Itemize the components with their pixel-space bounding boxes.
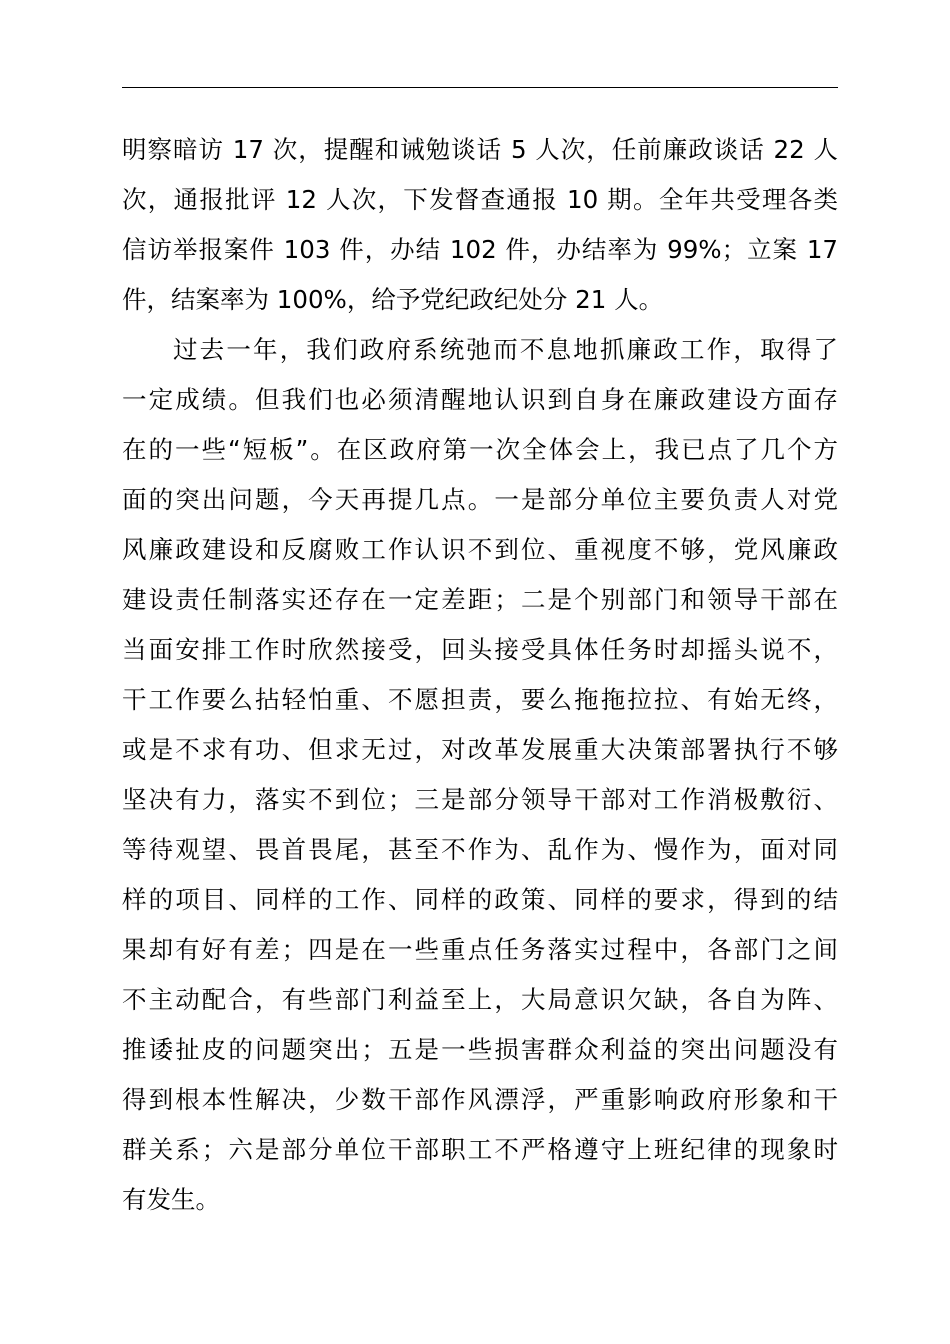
body-text-line: 样的项目、同样的工作、同样的政策、同样的要求，得到的结: [122, 885, 838, 914]
body-text-line: 风廉政建设和反腐败工作认识不到位、重视度不够，党风廉政: [122, 535, 838, 564]
body-text-line: 次，通报批评 12 人次，下发督查通报 10 期。全年共受理各类: [122, 185, 838, 214]
body-text-line: 果却有好有差；四是在一些重点任务落实过程中，各部门之间: [122, 935, 838, 964]
body-text-line: 过去一年，我们政府系统弛而不息地抓廉政工作，取得了: [173, 335, 838, 364]
body-text-line: 不主动配合，有些部门利益至上，大局意识欠缺，各自为阵、: [122, 985, 838, 1014]
body-text-line: 信访举报案件 103 件，办结 102 件，办结率为 99%；立案 17: [122, 235, 838, 264]
body-text-line: 件，结案率为 100%，给予党纪政纪处分 21 人。: [122, 285, 664, 314]
body-text-line: 干工作要么拈轻怕重、不愿担责，要么拖拖拉拉、有始无终，: [122, 685, 838, 714]
body-text-line: 当面安排工作时欣然接受，回头接受具体任务时却摇头说不，: [122, 635, 838, 664]
header-rule: [122, 87, 838, 88]
body-text-line: 面的突出问题，今天再提几点。一是部分单位主要负责人对党: [122, 485, 838, 514]
body-text-line: 坚决有力，落实不到位；三是部分领导干部对工作消极敷衍、: [122, 785, 838, 814]
body-text-line: 明察暗访 17 次，提醒和诫勉谈话 5 人次，任前廉政谈话 22 人: [122, 135, 838, 164]
body-text-line: 有发生。: [122, 1185, 220, 1214]
body-text-line: 等待观望、畏首畏尾，甚至不作为、乱作为、慢作为，面对同: [122, 835, 838, 864]
body-text-line: 建设责任制落实还存在一定差距；二是个别部门和领导干部在: [122, 585, 838, 614]
body-text-line: 在的一些“短板”。在区政府第一次全体会上，我已点了几个方: [122, 435, 838, 464]
body-text-line: 推诿扯皮的问题突出；五是一些损害群众利益的突出问题没有: [122, 1035, 838, 1064]
body-text-line: 群关系；六是部分单位干部职工不严格遵守上班纪律的现象时: [122, 1135, 838, 1164]
body-text-line: 或是不求有功、但求无过，对改革发展重大决策部署执行不够: [122, 735, 838, 764]
body-text-line: 得到根本性解决，少数干部作风漂浮，严重影响政府形象和干: [122, 1085, 838, 1114]
body-text-line: 一定成绩。但我们也必须清醒地认识到自身在廉政建设方面存: [122, 385, 838, 414]
document-body: [122, 125, 838, 1225]
